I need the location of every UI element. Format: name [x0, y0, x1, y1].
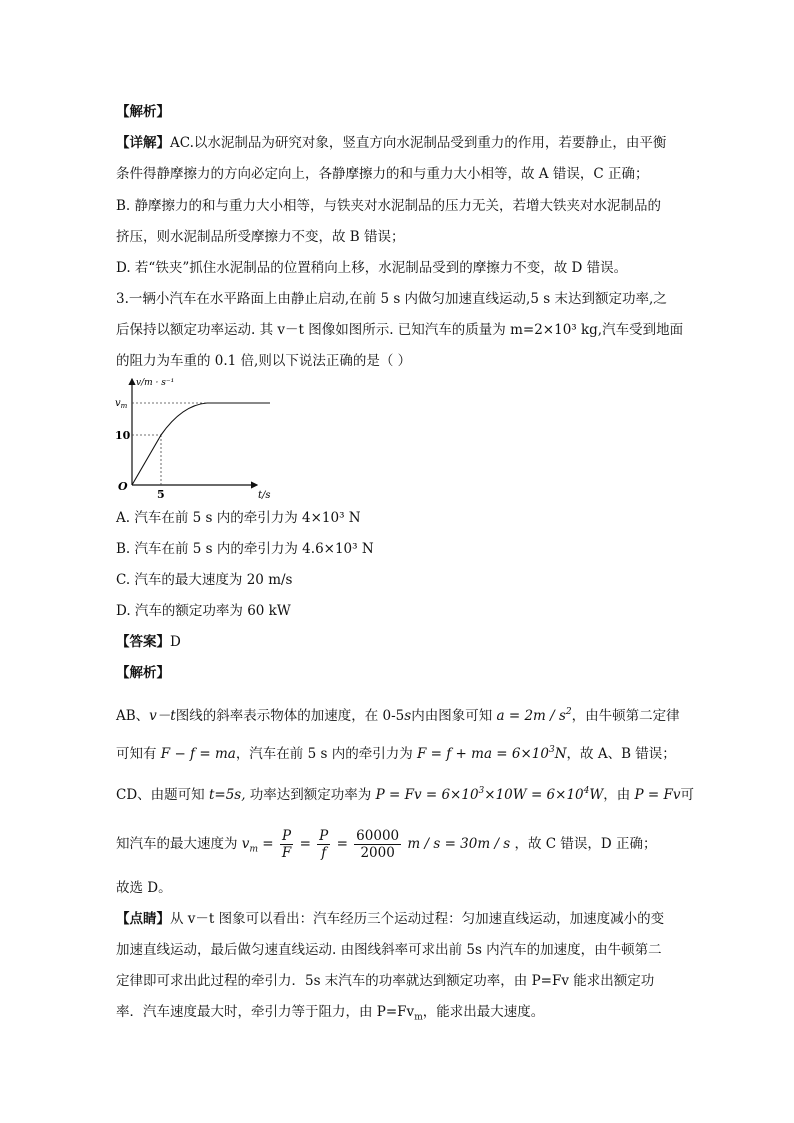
question-line-3: 的阻力为车重的 0.1 倍,则以下说法正确的是（ ） — [116, 353, 412, 369]
detail-line-2: 条件得静摩擦力的方向必定向上，各静摩擦力的和与重力大小相等，故 A 错误，C 正确； — [116, 166, 649, 182]
analysis-line-4: 知汽车的最大速度为 $v_m$ = $\frac{P}{F}$ = $\frac{P}{f}$ = $\frac{60000}{2000}$ m / s = 30m / s ，故 C 错误，D 正确； — [116, 828, 657, 861]
option-d: D. 汽车的额定功率为 60 kW — [116, 603, 291, 619]
t5-label: 5 — [157, 488, 165, 500]
velocity-curve — [132, 403, 270, 485]
x-axis-label: t/s — [258, 490, 271, 500]
analysis-heading: 【解析】 — [116, 104, 170, 120]
detail-line-3: B. 静摩擦力的和与重力大小相等，与铁夹对水泥制品的压力无关，若增大铁夹对水泥制品的 — [116, 198, 662, 214]
question-line-2: 后保持以额定功率运动. 其 v－t 图像如图所示. 已知汽车的质量为 m=2×10³ kg,汽车受到地面 — [116, 322, 684, 338]
question-line-1: 3.一辆小汽车在水平路面上由静止启动,在前 5 s 内做匀加速直线运动,5 s 末达到额定功率,之 — [116, 291, 667, 307]
power-formula: $P = Fv = 6\times 10^3\times 10W = 6\times 10^4W$ — [375, 786, 604, 803]
accel-formula: $a = 2m / s^2$ — [496, 707, 572, 724]
v10-label: 10 — [115, 429, 131, 442]
detail-line-5: D. 若“铁夹”抓住水泥制品的位置稍向上移，水泥制品受到的摩擦力不变，故 D 错误。 — [116, 260, 628, 276]
detail-line-4: 挤压，则水泥制品所受摩擦力不变，故 B 错误； — [116, 229, 405, 245]
vm-label: $v_m$ — [115, 398, 128, 410]
option-c: C. 汽车的最大速度为 20 m/s — [116, 572, 293, 588]
analysis-line-2: 可知有 F − f = ma，汽车在前 5 s 内的牵引力为 F = f + ma = $6\times 10^3N$，故 A、B 错误； — [116, 745, 676, 762]
keypoint-line-1: 【点睛】从 v－t 图象可以看出：汽车经历三个运动过程：匀加速直线运动，加速度减小的变 — [116, 911, 665, 927]
option-a: A. 汽车在前 5 s 内的牵引力为 4×10³ N — [116, 510, 361, 526]
keypoint-line-2: 加速直线运动，最后做匀速直线运动. 由图线斜率可求出前 5s 内汽车的加速度，由牛顿第二 — [116, 942, 662, 958]
analysis-line-5: 故选 D。 — [116, 880, 172, 896]
vmax-formula: $v_m$ = $\frac{P}{F}$ = $\frac{P}{f}$ = $\frac{60000}{2000}$ m / s = 30m / s — [241, 828, 511, 861]
analysis-line-3: CD、由题可知 t=5s, 功率达到额定功率为 $P = Fv = 6\times 10^3\times 10W = 6\times 10^4W$，由 P = Fv可 — [116, 786, 695, 803]
analysis-heading-2: 【解析】 — [116, 665, 170, 681]
keypoint-line-3: 定律即可求出此过程的牵引力．5s 末汽车的功率就达到额定功率，由 P=Fv 能求出额定功 — [116, 973, 655, 989]
detail-line-1: 【详解】AC.以水泥制品为研究对象，竖直方向水泥制品受到重力的作用，若要静止，由平衡 — [116, 135, 667, 151]
newton-formula: F − f = ma — [160, 746, 236, 762]
vt-graph — [112, 375, 282, 500]
y-axis-label: v/m · s⁻¹ — [136, 378, 175, 388]
force-formula: F = f + ma = $6\times 10^3N$ — [417, 745, 567, 762]
analysis-line-1: AB、v－t图线的斜率表示物体的加速度，在 0-5s内由图象可知 $a = 2m / s^2$，由牛顿第二定律 — [116, 707, 680, 724]
origin-label: O — [118, 480, 128, 493]
keypoint-line-4: 率．汽车速度最大时，牵引力等于阻力，由 $P=Fv_m$，能求出最大速度。 — [116, 1004, 545, 1023]
option-b: B. 汽车在前 5 s 内的牵引力为 4.6×10³ N — [116, 541, 374, 557]
answer-line: 【答案】D — [116, 634, 181, 650]
